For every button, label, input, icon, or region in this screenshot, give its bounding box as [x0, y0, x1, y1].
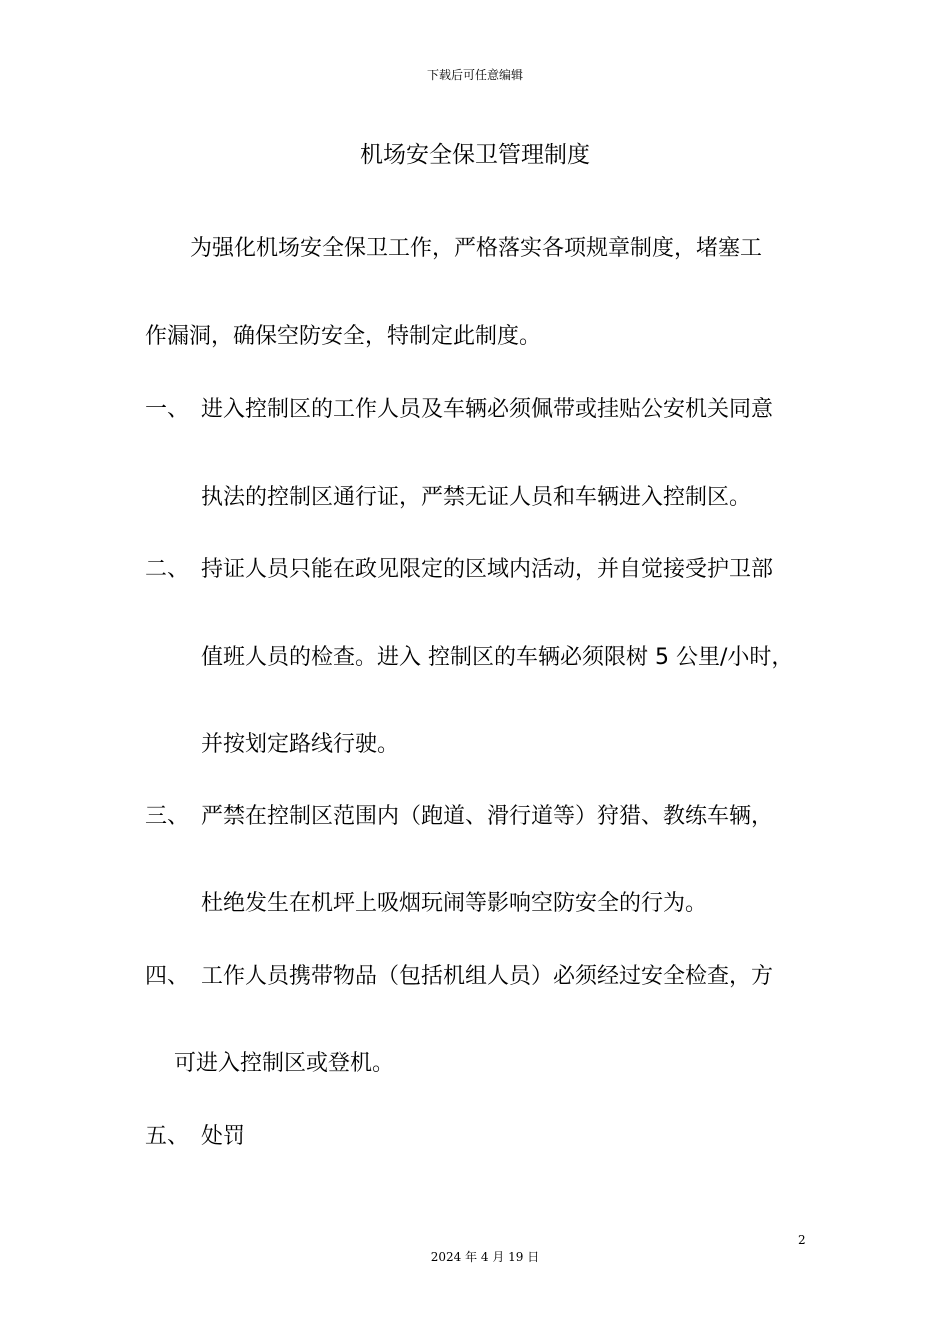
item-3-number: 三、: [145, 804, 190, 829]
item-4-line-1: 工作人员携带物品（包括机组人员）必须经过安全检查，方: [201, 964, 774, 989]
item-4-number: 四、: [145, 964, 190, 989]
footer-date: 2024 年 4 月 19 日: [430, 1250, 540, 1264]
item-2-line-2: 值班人员的检查。进入 控制区的车辆必须限树 5 公里/小时，: [201, 645, 794, 670]
item-1-line-2: 执法的控制区通行证，严禁无证人员和车辆进入控制区。: [201, 485, 752, 510]
page-number: 2: [798, 1233, 806, 1247]
item-5-number: 五、: [145, 1124, 190, 1149]
intro-line-1: 为强化机场安全保卫工作，严格落实各项规章制度，堵塞工: [190, 236, 763, 261]
item-2-line-1: 持证人员只能在政见限定的区域内活动，并自觉接受护卫部: [201, 557, 774, 582]
item-5-line-1: 处罚: [201, 1124, 246, 1149]
item-1-number: 一、: [145, 397, 190, 422]
item-3-line-2: 杜绝发生在机坪上吸烟玩闹等影响空防安全的行为。: [201, 891, 708, 916]
item-2-line-3: 并按划定路线行驶。: [201, 732, 400, 757]
document-title: 机场安全保卫管理制度: [360, 142, 590, 168]
item-1-line-1: 进入控制区的工作人员及车辆必须佩带或挂贴公安机关同意: [201, 397, 774, 422]
item-2-number: 二、: [145, 557, 190, 582]
header-note: 下载后可任意编辑: [426, 68, 523, 82]
item-4-line-2: 可进入控制区或登机。: [174, 1051, 395, 1076]
item-3-line-1: 严禁在控制区范围内（跑道、滑行道等）狩猎、教练车辆，: [201, 804, 774, 829]
intro-line-2: 作漏洞，确保空防安全，特制定此制度。: [145, 324, 542, 349]
